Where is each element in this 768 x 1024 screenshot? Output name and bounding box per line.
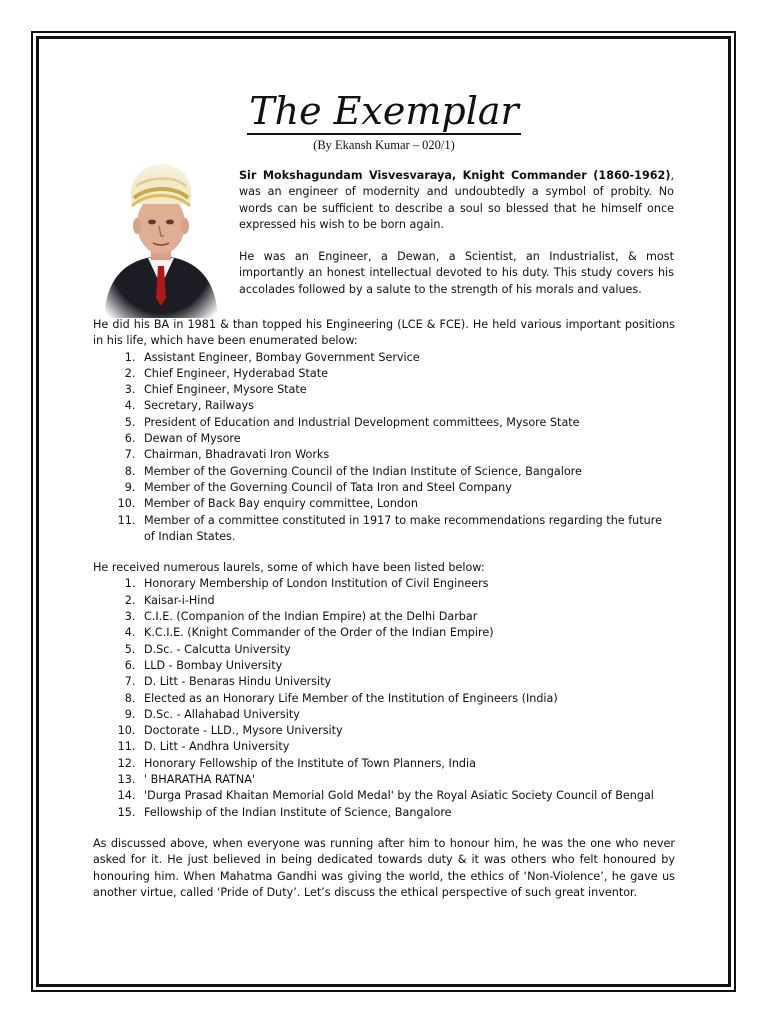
list-item: 8. Member of the Governing Council of the Indian Institute of Science, Bangalore	[139, 464, 675, 480]
list-item: 3. Chief Engineer, Mysore State	[139, 382, 675, 398]
laurels-list	[93, 576, 675, 820]
list-item: 11. D. Litt - Andhra University	[139, 739, 675, 755]
main-body	[93, 317, 675, 901]
list-item: 2. Chief Engineer, Hyderabad State	[139, 366, 675, 382]
list-item: 12. Honorary Fellowship of the Institute of Town Planners, India	[139, 756, 675, 772]
list-item: 1. Assistant Engineer, Bombay Government Service	[139, 350, 675, 366]
intro-paragraph-1-rest: , was an engineer of modernity and undoubtedly a symbol of probity. No words can be sufficient to describe a soul so blessed that he himself once expressed his wish to be born again.	[239, 169, 674, 231]
intro-paragraph-1	[239, 168, 674, 233]
list-item: 15. Fellowship of the Indian Institute of Science, Bangalore	[139, 805, 675, 821]
closing-paragraph: As discussed above, when everyone was running after him to honour him, he was the one who never asked for it. He just believed in being dedicated towards duty & it was others who felt honoured by honouring him. When Mahatma Gandhi was giving the world, the ethics of ‘Non-Violence’, he gave us another virtue, called ‘Pride of Duty’. Let’s discuss the ethical perspective of such great inventor.	[93, 836, 675, 899]
list-item: 8. Elected as an Honorary Life Member of the Institution of Engineers (India)	[139, 691, 675, 707]
list-item: 5. D.Sc. - Calcutta University	[139, 642, 675, 658]
list-item: 1. Honorary Membership of London Institution of Civil Engineers	[139, 576, 675, 592]
intro-paragraph-2: He was an Engineer, a Dewan, a Scientist, an Industrialist, & most importantly an honest intellectual devoted to his duty. This study covers his accolades followed by a salute to the strength of his morals and values.	[239, 250, 674, 296]
list-item: 14. 'Durga Prasad Khaitan Memorial Gold Medal' by the Royal Asiatic Society Council of Bengal	[139, 788, 675, 804]
list-item: 3. C.I.E. (Companion of the Indian Empire) at the Delhi Darbar	[139, 609, 675, 625]
list-item: 13. ' BHARATHA RATNA'	[139, 772, 675, 788]
list-item: 5. President of Education and Industrial Development committees, Mysore State	[139, 415, 675, 431]
list-item: 9. Member of the Governing Council of Tata Iron and Steel Company	[139, 480, 675, 496]
list-item: 10. Member of Back Bay enquiry committee, London	[139, 496, 675, 512]
list-item: 7. D. Litt - Benaras Hindu University	[139, 674, 675, 690]
list-item: 4. Secretary, Railways	[139, 398, 675, 414]
list-item: 10. Doctorate - LLD., Mysore University	[139, 723, 675, 739]
intro-section	[239, 168, 674, 314]
portrait-image	[96, 158, 226, 318]
list-item: 6. Dewan of Mysore	[139, 431, 675, 447]
list-item: 2. Kaisar-i-Hind	[139, 593, 675, 609]
list-item: 7. Chairman, Bhadravati Iron Works	[139, 447, 675, 463]
page-title	[0, 88, 768, 134]
subject-name: Sir Mokshagundam Visvesvaraya, Knight Commander (1860-1962)	[239, 169, 671, 182]
list-item: 11. Member of a committee constituted in 1917 to make recommendations regarding the future of Indian States.	[139, 513, 675, 546]
list-item: 4. K.C.I.E. (Knight Commander of the Order of the Indian Empire)	[139, 625, 675, 641]
positions-list	[93, 350, 675, 546]
positions-lead: He did his BA in 1981 & than topped his Engineering (LCE & FCE). He held various important positions in his life, which have been enumerated below:	[93, 318, 675, 348]
laurels-lead: He received numerous laurels, some of which have been listed below:	[93, 561, 485, 575]
byline: (By Ekansh Kumar – 020/1)	[313, 138, 455, 152]
list-item: 9. D.Sc. - Allahabad University	[139, 707, 675, 723]
title-text: The Exemplar	[249, 89, 519, 133]
list-item: 6. LLD - Bombay University	[139, 658, 675, 674]
